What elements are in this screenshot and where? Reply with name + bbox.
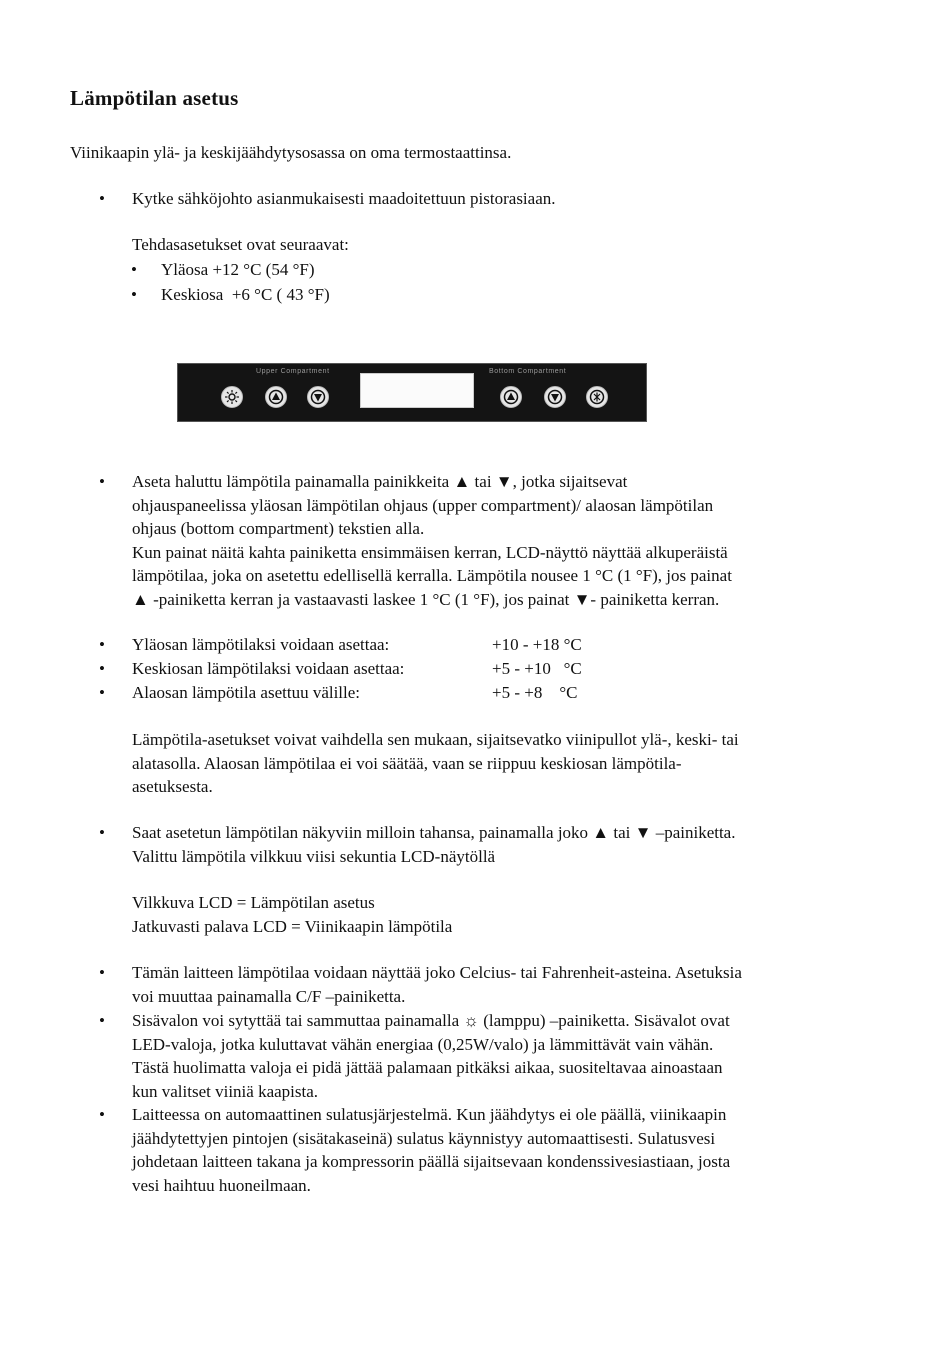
bullet-view-temperature [132, 821, 735, 868]
celsius-line-1: • Tämän laitteen lämpötilaa voidaan näyttää joko Celcius- tai Fahrenheit-asteina. Asetuksia [132, 963, 742, 982]
defrost-line-1: • Laitteessa on automaattinen sulatusjärjestelmä. Kun jäähdytys ei ole päällä, viinikaapin [132, 1105, 727, 1124]
range-upper-label: • Yläosan lämpötilaksi voidaan asettaa: [132, 633, 389, 657]
range-middle-value: +5 - +10 °C [492, 659, 582, 678]
defrost-line-3: johdetaan laitteen takana ja kompressorin päällä sijaitsevaan kondenssivesiastiaan, josta [132, 1152, 731, 1171]
light-line-3: Tästä huolimatta valoja ei pidä jättää palamaan pitkäksi aikaa, suositeltavaa ainoastaan [132, 1058, 723, 1077]
up-arrow-icon [500, 386, 522, 408]
note-line-2: alatasolla. Alaosan lämpötilaa ei voi säätää, vaan se riippuu keskiosan lämpötila- [132, 753, 682, 773]
settings-note [132, 728, 739, 799]
lcd-display [360, 373, 474, 408]
set-temp-line-6: ▲ -painiketta kerran ja vastaavasti laskee 1 °C (1 °F), jos painat ▼- painiketta kerran. [132, 589, 720, 609]
view-temp-line-2: Valittu lämpötila vilkkuu viisi sekuntia LCD-näytöllä [132, 846, 496, 866]
range-upper-value: +10 - +18 °C [492, 635, 582, 654]
range-middle-label: • Keskiosan lämpötilaksi voidaan asettaa: [132, 657, 404, 681]
set-temp-line-2: ohjauspaneelissa yläosan lämpötilan ohjaus (upper compartment)/ alaosan lämpötilan [132, 495, 714, 515]
set-temp-line-3: ohjaus (bottom compartment) tekstien alla. [132, 519, 425, 538]
bottom-compartment-label: Bottom Compartment [489, 368, 567, 375]
bullet-ground-outlet: • Kytke sähköjohto asianmukaisesti maadoitettuun pistorasiaan. [132, 187, 556, 211]
intro-text: Viinikaapin ylä- ja keskijäähdytysosassa on oma termostaattinsa. [70, 143, 512, 162]
defrost-line-4: vesi haihtuu huoneilmaan. [132, 1175, 311, 1195]
control-panel-illustration [177, 363, 647, 422]
down-arrow-icon [307, 386, 329, 408]
bullet-set-temperature [132, 470, 732, 611]
down-arrow-icon [544, 386, 566, 408]
bullet-auto-defrost [132, 1103, 730, 1197]
set-temp-line-4: Kun painat näitä kahta painiketta ensimmäisen kerran, LCD-näyttö näyttää alkuperäistä [132, 542, 728, 562]
factory-item-middle: • Keskiosa +6 °C ( 43 °F) [161, 283, 330, 307]
light-line-1: • Sisävalon voi sytyttää tai sammuttaa painamalla ☼ (lamppu) –painiketta. Sisävalot ovat [132, 1011, 730, 1030]
lcd-meaning-line-1: Vilkkuva LCD = Lämpötilan asetus [132, 893, 375, 912]
factory-item-upper: • Yläosa +12 °C (54 °F) [161, 258, 315, 282]
lcd-meaning [132, 891, 452, 938]
celsius-line-2: voi muuttaa painamalla C/F –painiketta. [132, 986, 406, 1006]
defrost-line-2: jäähdytettyjen pintojen (sisätakaseinä) sulatus käynnistyy automaattisesti. Sulatusvesi [132, 1128, 716, 1148]
upper-compartment-label: Upper Compartment [256, 368, 330, 375]
lcd-meaning-line-2: Jatkuvasti palava LCD = Viinikaapin lämpötila [132, 916, 453, 936]
set-temp-line-1: • Aseta haluttu lämpötila painamalla painikkeita ▲ tai ▼, jotka sijaitsevat [132, 472, 628, 491]
note-line-1: Lämpötila-asetukset voivat vaihdella sen mukaan, sijaitsevatko viinipullot ylä-, keski- tai [132, 730, 739, 749]
view-temp-line-1: • Saat asetetun lämpötilan näkyviin milloin tahansa, painamalla joko ▲ tai ▼ –painiketta. [132, 823, 736, 842]
set-temp-line-5: lämpötilaa, joka on asetettu edellisellä kerralla. Lämpötila nousee 1 °C (1 °F), jos painat [132, 566, 732, 585]
bullet-celsius-fahrenheit [132, 961, 742, 1008]
cf-icon [586, 386, 608, 408]
note-line-3: asetuksesta. [132, 777, 213, 796]
range-bottom-label: • Alaosan lämpötila asettuu välille: [132, 681, 360, 705]
page-title: Lämpötilan asetus [70, 86, 239, 110]
light-icon [221, 386, 243, 408]
factory-heading: Tehdasasetukset ovat seuraavat: [132, 235, 349, 254]
light-line-2: LED-valoja, jotka kuluttavat vähän energiaa (0,25W/valo) ja lämmittävät vain vähän. [132, 1034, 714, 1054]
light-line-4: kun valitset viiniä kaapista. [132, 1081, 319, 1101]
bullet-interior-light [132, 1009, 730, 1103]
range-bottom-value: +5 - +8 °C [492, 683, 578, 702]
up-arrow-icon [265, 386, 287, 408]
